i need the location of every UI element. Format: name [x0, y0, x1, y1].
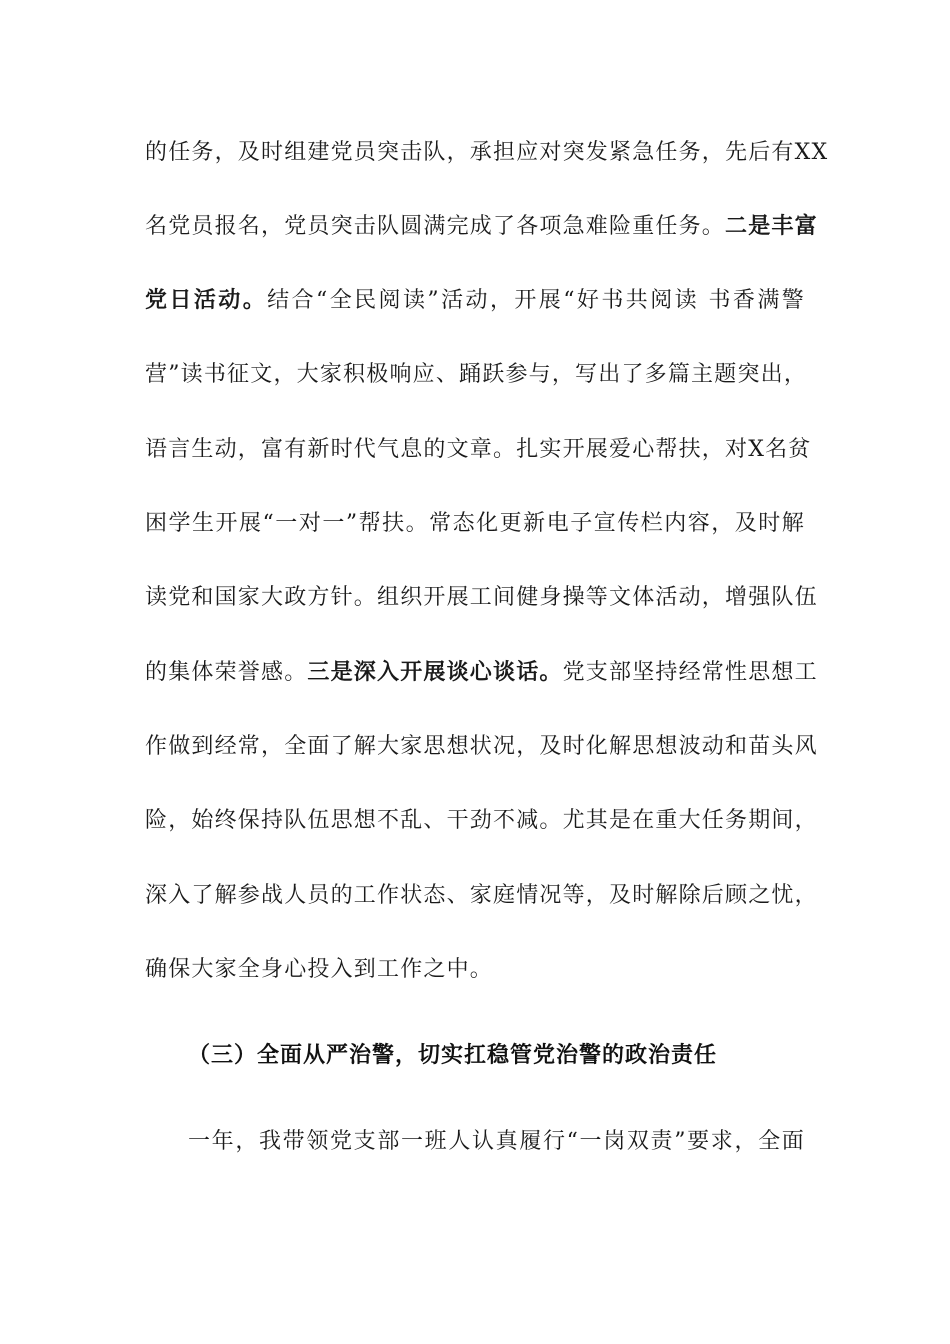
- body-line: [145, 582, 818, 614]
- body-line: [145, 954, 805, 986]
- text-run: 确保大家全身心投入到工作之中。: [145, 957, 494, 982]
- text-run: 语言生动，富有新时代气息的文章。扎实开展爱心帮扶，对X名贫: [145, 437, 812, 462]
- text-run: 作做到经常，全面了解大家思想状况，及时化解思想波动和苗头风: [145, 734, 818, 759]
- bold-text-run: 二是丰富: [725, 214, 818, 239]
- body-line: [145, 285, 805, 317]
- body-line: [145, 657, 818, 689]
- text-run: 党支部坚持经常性思想工: [562, 660, 818, 685]
- body-line: [145, 508, 805, 540]
- body-line: [145, 359, 808, 391]
- text-run: 结合“全民阅读”活动，开展“好书共阅读 书香满警: [267, 288, 805, 313]
- body-line: [145, 880, 818, 912]
- body-line: [145, 731, 818, 763]
- body-line: [145, 211, 818, 243]
- bold-text-run: 三是深入开展谈心谈话。: [307, 660, 563, 685]
- bold-text-run: 党日活动。: [145, 288, 268, 313]
- body-line: [145, 805, 818, 837]
- text-run: 营”读书征文，大家积极响应、踊跃参与，写出了多篇主题突出，: [145, 362, 808, 387]
- text-run: 的任务，及时组建党员突击队，承担应对突发紧急任务，先后有XX: [145, 140, 829, 165]
- section-heading: （三）全面从严治警，切实扛稳管党治警的政治责任: [188, 1043, 718, 1068]
- text-run: 一年，我带领党支部一班人认真履行“一岗双责”要求，全面: [188, 1129, 805, 1154]
- paragraph-first-line: [188, 1126, 805, 1158]
- text-run: 的集体荣誉感。: [145, 660, 308, 685]
- text-run: 名党员报名，党员突击队圆满完成了各项急难险重任务。: [145, 214, 726, 239]
- text-run: 读党和国家大政方针。组织开展工间健身操等文体活动，增强队伍: [145, 585, 818, 610]
- body-line: [145, 137, 829, 169]
- text-run: 深入了解参战人员的工作状态、家庭情况等，及时解除后顾之忧，: [145, 883, 818, 908]
- text-run: 困学生开展“一对一”帮扶。常态化更新电子宣传栏内容，及时解: [145, 511, 805, 536]
- text-run: 险，始终保持队伍思想不乱、干劲不减。尤其是在重大任务期间，: [145, 808, 818, 833]
- body-line: [145, 434, 812, 466]
